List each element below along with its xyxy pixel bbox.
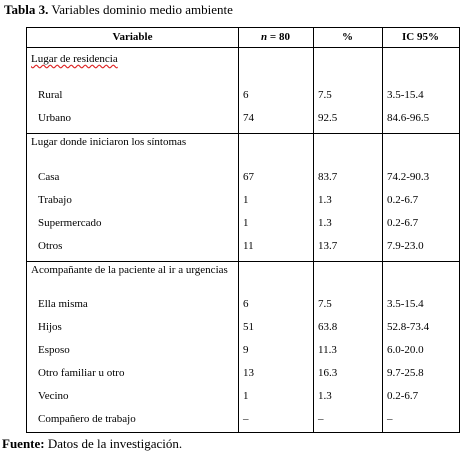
section-title-text: Lugar de residencia <box>31 53 118 65</box>
source-text: Datos de la investigación. <box>44 436 183 451</box>
row-pct: 83.7 <box>318 171 338 183</box>
header-n-value: = 80 <box>267 31 290 43</box>
row-n: 51 <box>243 321 254 333</box>
section-title: Lugar donde iniciaron los síntomas <box>31 136 187 148</box>
section-title <box>31 53 118 66</box>
row-pct: 7.5 <box>318 298 332 310</box>
section-divider <box>27 133 459 134</box>
header-variable: Variable <box>112 31 153 43</box>
row-pct: 63.8 <box>318 321 338 333</box>
row-label: Supermercado <box>38 217 102 229</box>
row-label: Trabajo <box>38 194 72 206</box>
row-pct: 1.3 <box>318 194 332 206</box>
section-title: Acompañante de la paciente al ir a urgencias <box>31 264 228 276</box>
section-divider <box>27 261 459 262</box>
header-ci: IC 95% <box>402 31 439 43</box>
row-n: 11 <box>243 240 254 252</box>
row-ci: 74.2-90.3 <box>387 171 430 183</box>
row-n: 1 <box>243 390 249 402</box>
row-label: Ella misma <box>38 298 88 310</box>
column-divider <box>313 28 314 432</box>
row-ci: 84.6-96.5 <box>387 112 430 124</box>
row-label: Hijos <box>38 321 62 333</box>
row-label: Vecino <box>38 390 69 402</box>
row-pct: 7.5 <box>318 89 332 101</box>
row-ci: 3.5-15.4 <box>387 298 424 310</box>
row-label: Casa <box>38 171 60 183</box>
row-ci: 3.5-15.4 <box>387 89 424 101</box>
row-pct: 13.7 <box>318 240 338 252</box>
row-n: 67 <box>243 171 254 183</box>
row-pct: 92.5 <box>318 112 338 124</box>
row-ci: 52.8-73.4 <box>387 321 430 333</box>
row-pct: 1.3 <box>318 390 332 402</box>
row-label: Otros <box>38 240 63 252</box>
row-ci: 0.2-6.7 <box>387 194 419 206</box>
header-n-symbol: n <box>261 31 268 43</box>
row-label: Rural <box>38 89 63 101</box>
header-percent: % <box>342 31 353 43</box>
row-n: 74 <box>243 112 254 124</box>
caption-title: Variables dominio medio ambiente <box>48 2 233 17</box>
header-n <box>238 31 313 44</box>
caption-label: Tabla 3. <box>4 2 49 17</box>
row-n: 6 <box>243 89 249 101</box>
row-ci: 0.2-6.7 <box>387 390 419 402</box>
row-ci: 0.2-6.7 <box>387 217 419 229</box>
row-pct: – <box>318 413 324 425</box>
row-n: 1 <box>243 217 249 229</box>
source-note <box>2 436 182 452</box>
row-pct: 16.3 <box>318 367 338 379</box>
column-divider <box>238 28 239 432</box>
data-table <box>26 27 460 433</box>
table-caption <box>4 2 233 18</box>
row-n: 1 <box>243 194 249 206</box>
row-label: Urbano <box>38 112 71 124</box>
row-n: 9 <box>243 344 249 356</box>
row-label: Esposo <box>38 344 70 356</box>
row-ci: 7.9-23.0 <box>387 240 424 252</box>
row-pct: 1.3 <box>318 217 332 229</box>
row-ci: 9.7-25.8 <box>387 367 424 379</box>
row-ci: – <box>387 413 393 425</box>
row-n: 6 <box>243 298 249 310</box>
row-pct: 11.3 <box>318 344 337 356</box>
row-n: 13 <box>243 367 254 379</box>
column-divider <box>382 28 383 432</box>
row-label: Otro familiar u otro <box>38 367 125 379</box>
row-label: Compañero de trabajo <box>38 413 136 425</box>
header-divider <box>27 47 459 48</box>
source-label: Fuente: <box>2 436 45 451</box>
row-ci: 6.0-20.0 <box>387 344 424 356</box>
row-n: – <box>243 413 249 425</box>
